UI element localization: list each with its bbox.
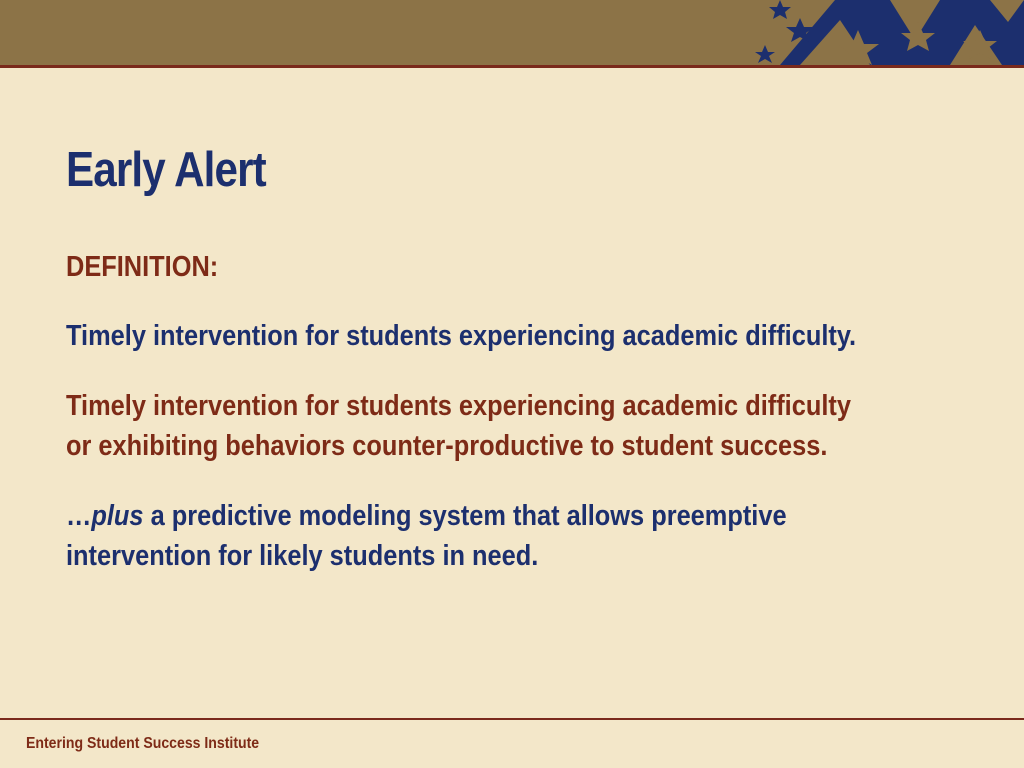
paragraph-3-line-1	[66, 496, 950, 536]
footer-rule	[0, 718, 1024, 720]
footer-text: Entering Student Success Institute	[26, 735, 260, 752]
stars-banner-icon	[740, 0, 1024, 65]
slide-title: Early Alert	[66, 143, 266, 197]
header-rule	[0, 65, 1024, 68]
paragraph-2-line-2: or exhibiting behaviors counter-productive to student success.	[66, 430, 828, 462]
paragraph-3-line-2: intervention for likely students in need.	[66, 540, 539, 572]
definition-paragraph-2	[66, 386, 950, 466]
ellipsis-text: …	[66, 500, 92, 532]
paragraph-3-line-1-rest: a predictive modeling system that allows preemptive	[143, 500, 787, 532]
definition-paragraph-3	[66, 496, 950, 576]
paragraph-2-line-1: Timely intervention for students experiencing academic difficulty	[66, 390, 851, 422]
plus-emphasis: plus	[91, 500, 144, 532]
definition-paragraph-1: Timely intervention for students experiencing academic difficulty.	[66, 320, 857, 352]
definition-label: DEFINITION:	[66, 251, 219, 283]
